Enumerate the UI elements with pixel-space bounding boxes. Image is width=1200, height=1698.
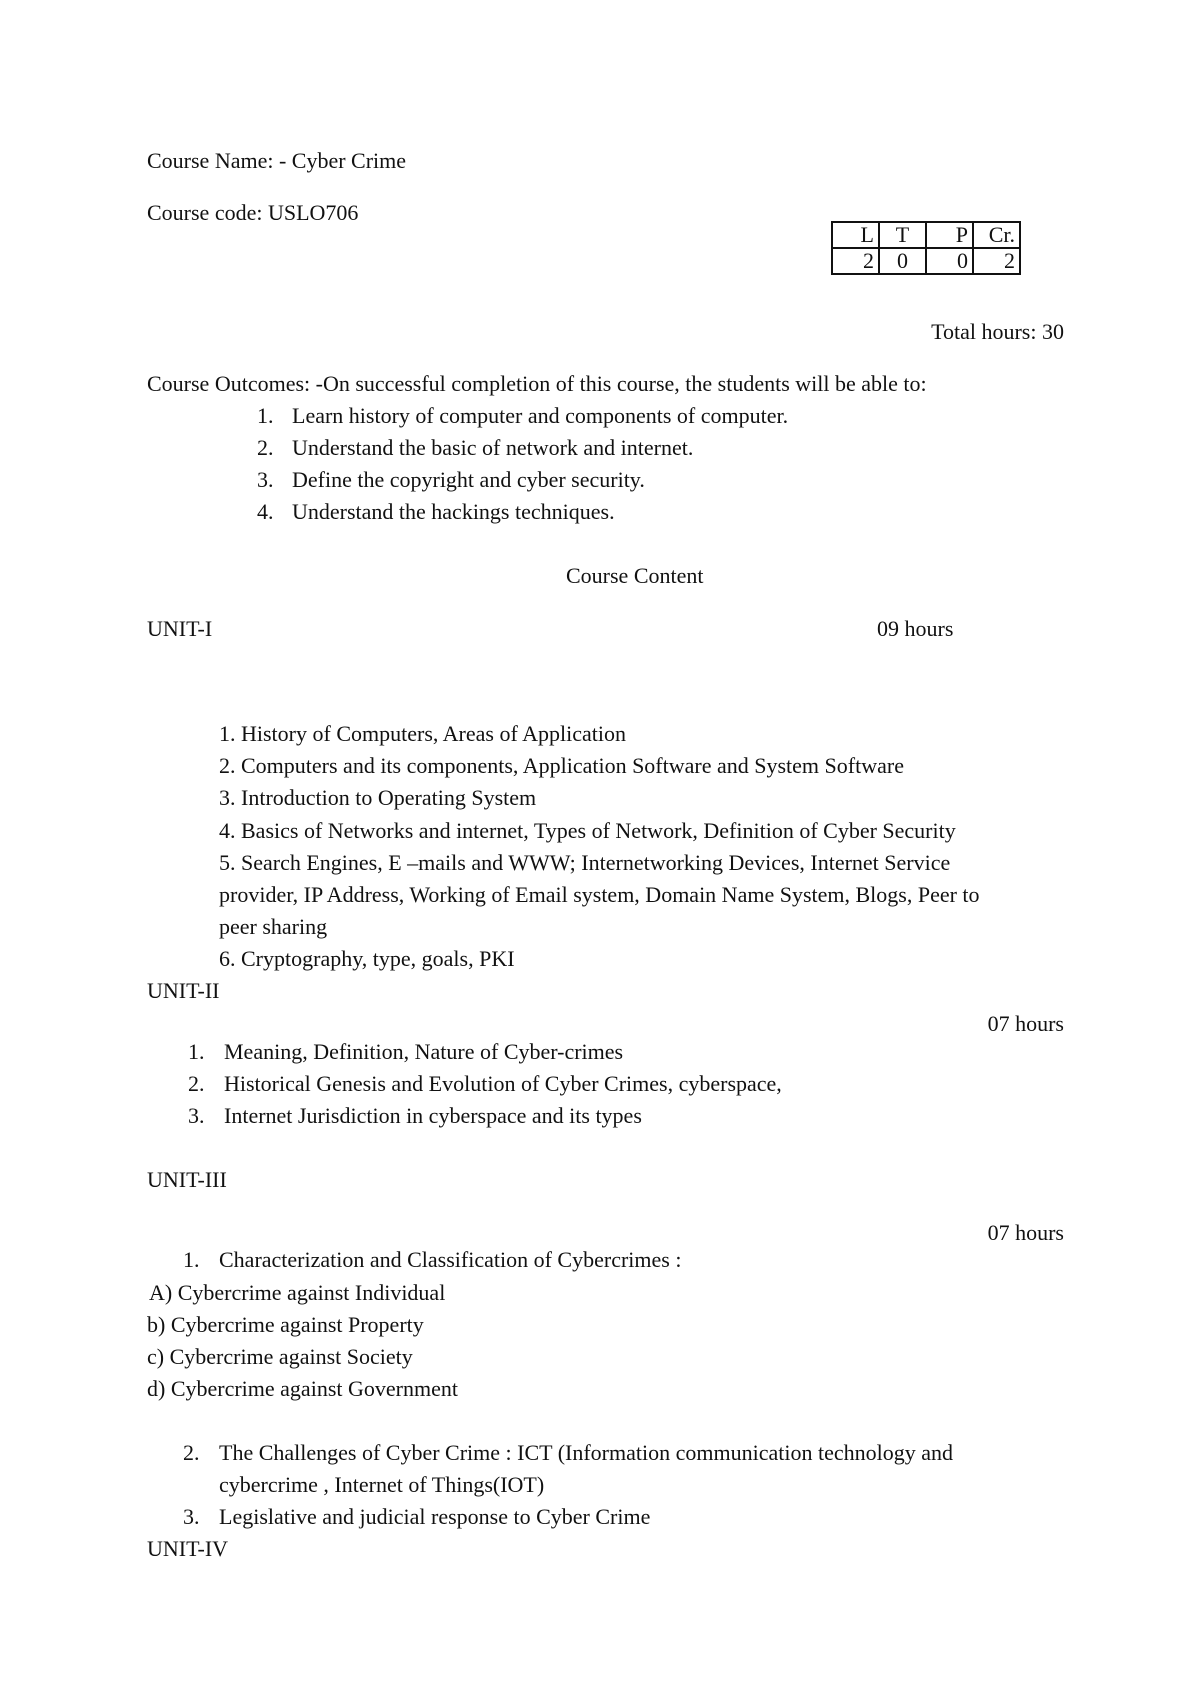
unit3-title: UNIT-III (147, 1167, 227, 1192)
ltp-header-row (832, 222, 1020, 248)
unit1-item-continuation: provider, IP Address, Working of Email system, Domain Name System, Blogs, Peer to (219, 882, 980, 907)
outcome-num: 1. (257, 403, 274, 428)
unit2-item-text: Internet Jurisdiction in cyberspace and its types (224, 1103, 642, 1128)
outcome-text: Understand the basic of network and internet. (292, 435, 694, 460)
outcome-num: 3. (257, 467, 274, 492)
unit1-item: 1. History of Computers, Areas of Application (219, 721, 626, 746)
unit2-item-text: Historical Genesis and Evolution of Cyber Crimes, cyberspace, (224, 1071, 782, 1096)
unit3-subitem: A) Cybercrime against Individual (149, 1280, 446, 1305)
unit1-item: 4. Basics of Networks and internet, Types of Network, Definition of Cyber Security (219, 818, 956, 843)
ltp-header-cr: Cr. (973, 222, 1020, 248)
unit3-hours: 07 hours (987, 1220, 1064, 1245)
ltp-header-p: P (926, 222, 973, 248)
outcome-text: Define the copyright and cyber security. (292, 467, 645, 492)
ltp-value-p: 0 (926, 248, 973, 274)
ltp-value-t: 0 (879, 248, 926, 274)
unit3-item-text: Characterization and Classification of Cybercrimes : (219, 1247, 682, 1272)
unit3-subitem: c) Cybercrime against Society (147, 1344, 413, 1369)
unit2-item-num: 1. (188, 1039, 205, 1064)
ltp-credit-table (831, 221, 1021, 275)
unit2-title: UNIT-II (147, 978, 220, 1003)
outcome-text: Learn history of computer and components of computer. (292, 403, 789, 428)
unit3-item-text: The Challenges of Cyber Crime : ICT (Information communication technology and (219, 1440, 953, 1465)
unit2-item-num: 2. (188, 1071, 205, 1096)
unit1-item: 3. Introduction to Operating System (219, 785, 537, 810)
content-heading: Course Content (566, 563, 704, 588)
unit1-hours: 09 hours (877, 616, 954, 641)
unit3-item-num: 3. (183, 1504, 200, 1529)
unit2-item-num: 3. (188, 1103, 205, 1128)
unit2-item-text: Meaning, Definition, Nature of Cyber-crimes (224, 1039, 624, 1064)
unit4-title: UNIT-IV (147, 1536, 229, 1561)
ltp-header-t: T (879, 222, 926, 248)
total-hours: Total hours: 30 (931, 319, 1064, 344)
outcome-num: 2. (257, 435, 274, 460)
ltp-value-row (832, 248, 1020, 274)
course-code: Course code: USLO706 (147, 200, 359, 225)
outcomes-intro: Course Outcomes: -On successful completion of this course, the students will be able to: (147, 371, 927, 396)
unit1-item: 6. Cryptography, type, goals, PKI (219, 946, 515, 971)
unit2-hours: 07 hours (987, 1011, 1064, 1036)
unit3-subitem: d) Cybercrime against Government (147, 1376, 458, 1401)
course-name: Course Name: - Cyber Crime (147, 148, 407, 173)
unit1-item: 2. Computers and its components, Application Software and System Software (219, 753, 904, 778)
outcome-num: 4. (257, 499, 274, 524)
unit1-item-continuation: peer sharing (219, 914, 328, 939)
unit3-item-num: 1. (183, 1247, 200, 1272)
unit3-item-text: Legislative and judicial response to Cyber Crime (219, 1504, 651, 1529)
unit3-subitem: b) Cybercrime against Property (147, 1312, 424, 1337)
unit1-item: 5. Search Engines, E –mails and WWW; Internetworking Devices, Internet Service (219, 850, 951, 875)
ltp-value-cr: 2 (973, 248, 1020, 274)
unit3-item-num: 2. (183, 1440, 200, 1465)
unit3-item-continuation: cybercrime , Internet of Things(IOT) (219, 1472, 545, 1497)
unit1-title: UNIT-I (147, 616, 213, 641)
ltp-value-l: 2 (832, 248, 879, 274)
ltp-header-l: L (832, 222, 879, 248)
outcome-text: Understand the hackings techniques. (292, 499, 615, 524)
